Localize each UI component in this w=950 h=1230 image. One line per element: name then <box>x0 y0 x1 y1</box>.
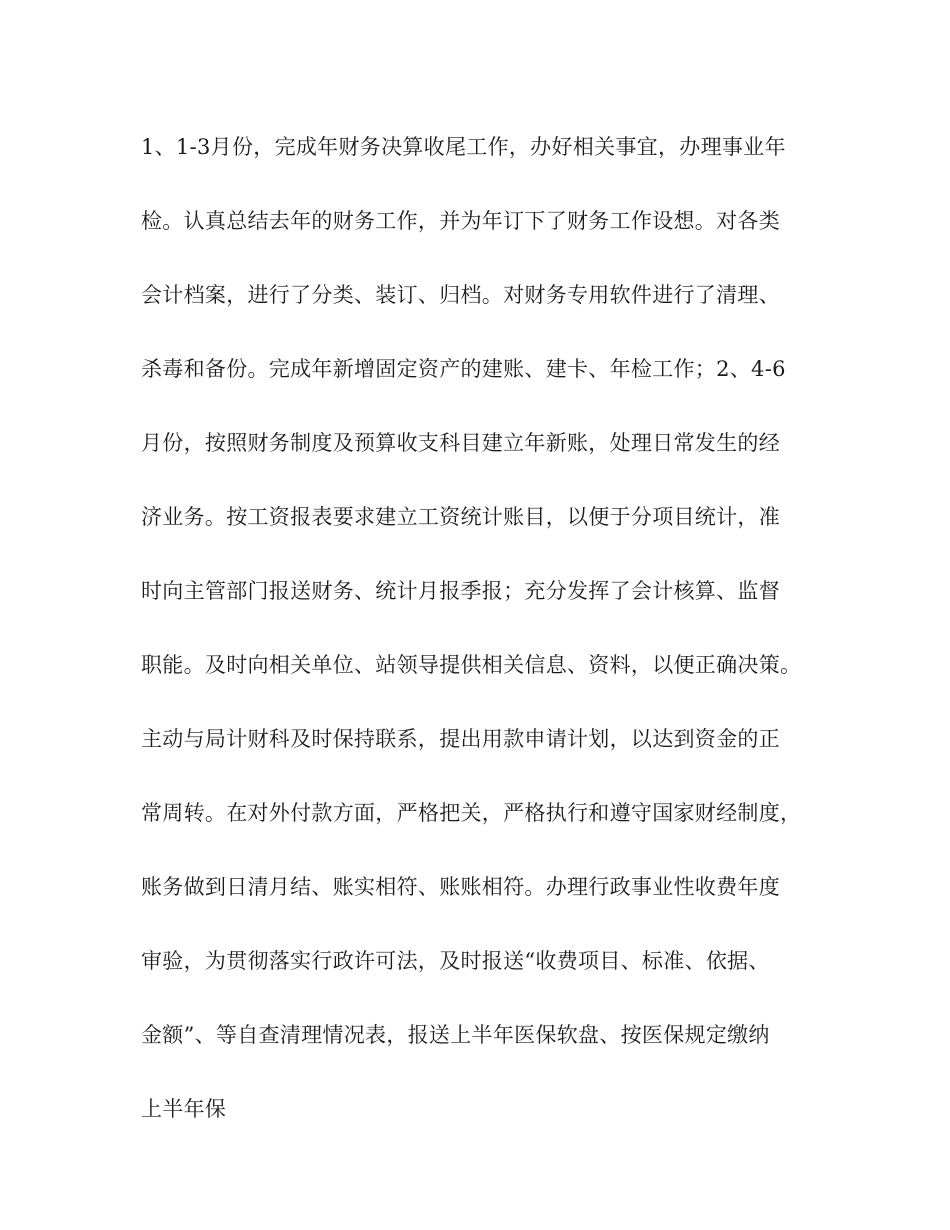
text-line: 职能。及时向相关单位、站领导提供相关信息、资料，以便正确决策。 <box>141 653 802 677</box>
text-line: 审验，为贯彻落实行政许可法，及时报送“收费项目、标准、依据、 <box>141 949 770 973</box>
text-line: 常周转。在对外付款方面，严格把关，严格执行和遵守国家财经制度， <box>141 801 802 825</box>
text-line: 金额”、等自查清理情况表，报送上半年医保软盘、按医保规定缴纳 <box>141 1023 770 1047</box>
document-body <box>141 124 811 1160</box>
text-line: 检。认真总结去年的财务工作，并为年订下了财务工作设想。对各类 <box>141 209 780 233</box>
text-line: 杀毒和备份。完成年新增固定资产的建账、建卡、年检工作；2、4-6 <box>141 357 786 381</box>
text-line: 月份，按照财务制度及预算收支科目建立年新账，处理日常发生的经 <box>141 431 780 455</box>
text-line: 会计档案，进行了分类、装订、归档。对财务专用软件进行了清理、 <box>141 283 780 307</box>
text-line: 主动与局计财科及时保持联系，提出用款申请计划，以达到资金的正 <box>141 727 780 751</box>
text-line: 时向主管部门报送财务、统计月报季报；充分发挥了会计核算、监督 <box>141 579 780 603</box>
text-line: 济业务。按工资报表要求建立工资统计账目，以便于分项目统计，准 <box>141 505 780 529</box>
text-line: 上半年保 <box>141 1097 227 1121</box>
text-line: 账务做到日清月结、账实相符、账账相符。办理行政事业性收费年度 <box>141 875 780 899</box>
text-line: 1、1-3月份，完成年财务决算收尾工作，办好相关事宜，办理事业年 <box>141 135 786 159</box>
